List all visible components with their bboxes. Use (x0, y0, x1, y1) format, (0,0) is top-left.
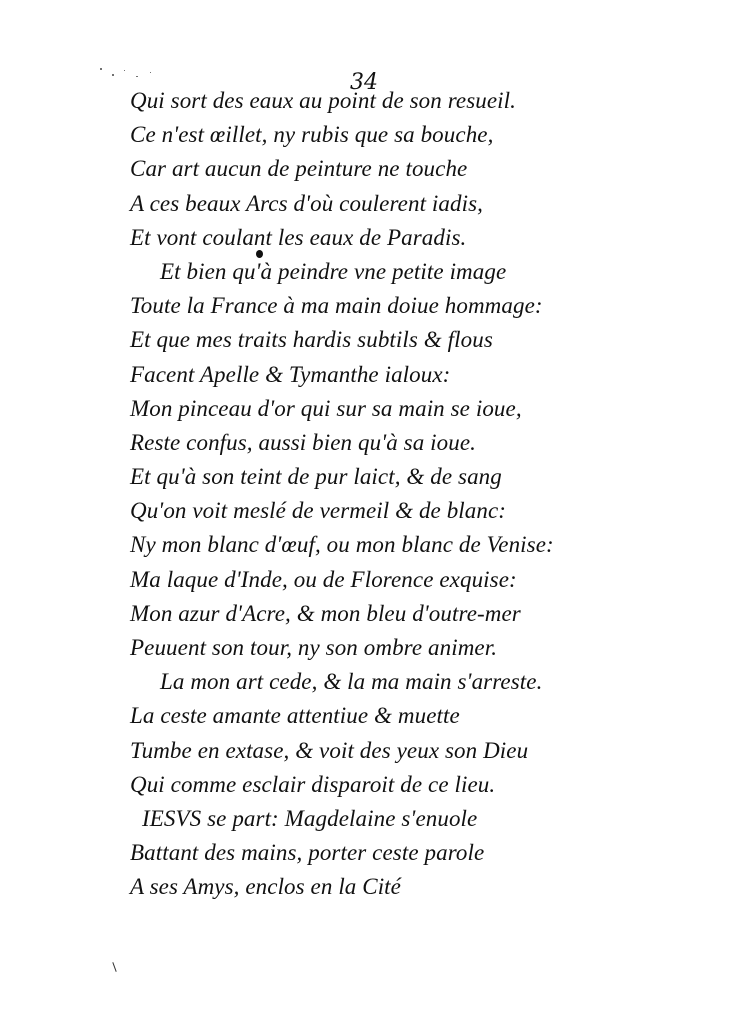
verse-line: Qu'on voit meslé de vermeil & de blanc: (130, 498, 507, 524)
verse-line: Toute la France à ma main doiue hommage: (130, 293, 543, 319)
print-speck (100, 68, 102, 70)
margin-mark (112, 962, 116, 972)
verse-line: Battant des mains, porter ceste parole (130, 840, 485, 866)
print-speck (150, 72, 151, 73)
verse-line: Car art aucun de peinture ne touche (130, 156, 468, 182)
verse-line: IESVS se part: Magdelaine s'enuole (142, 805, 478, 831)
verse-line: Ny mon blanc d'œuf, ou mon blanc de Venise: (130, 532, 554, 558)
verse-line: Facent Apelle & Tymanthe ialoux: (130, 361, 451, 387)
verse-line: Tumbe en extase, & voit des yeux son Dieu (130, 737, 529, 763)
verse-text (0, 84, 732, 905)
verse-line: Et que mes traits hardis subtils & flous (130, 327, 493, 353)
verse-line: Ma laque d'Inde, ou de Florence exquise: (130, 566, 517, 592)
verse-line: Et qu'à son teint de pur laict, & de sang (130, 464, 502, 490)
verse-line: La ceste amante attentiue & muette (130, 703, 460, 729)
verse-line: A ses Amys, enclos en la Cité (130, 874, 401, 900)
verse-line: Reste confus, aussi bien qu'à sa ioue. (130, 429, 477, 455)
verse-line: Qui sort des eaux au point de son resueil. (130, 88, 517, 113)
verse-line: Et bien qu'à peindre vne petite image (160, 258, 507, 284)
page-number: 34 (350, 70, 378, 95)
verse-line: Ce n'est œillet, ny rubis que sa bouche, (130, 122, 494, 148)
print-speck (112, 74, 114, 76)
verse-line: A ces beaux Arcs d'où coulerent iadis, (130, 190, 484, 216)
verse-line: Peuuent son tour, ny son ombre animer. (130, 635, 498, 660)
print-speck (136, 76, 138, 77)
verse-line: Mon azur d'Acre, & mon bleu d'outre-mer (130, 600, 521, 626)
verse-line: Qui comme esclair disparoit de ce lieu. (130, 771, 496, 797)
verse-line: Et vont coulant les eaux de Paradis. (130, 224, 467, 250)
print-speck (124, 70, 125, 71)
verse-line: Mon pinceau d'or qui sur sa main se ioue, (130, 395, 522, 421)
verse-line: La mon art cede, & la ma main s'arreste. (160, 669, 543, 695)
